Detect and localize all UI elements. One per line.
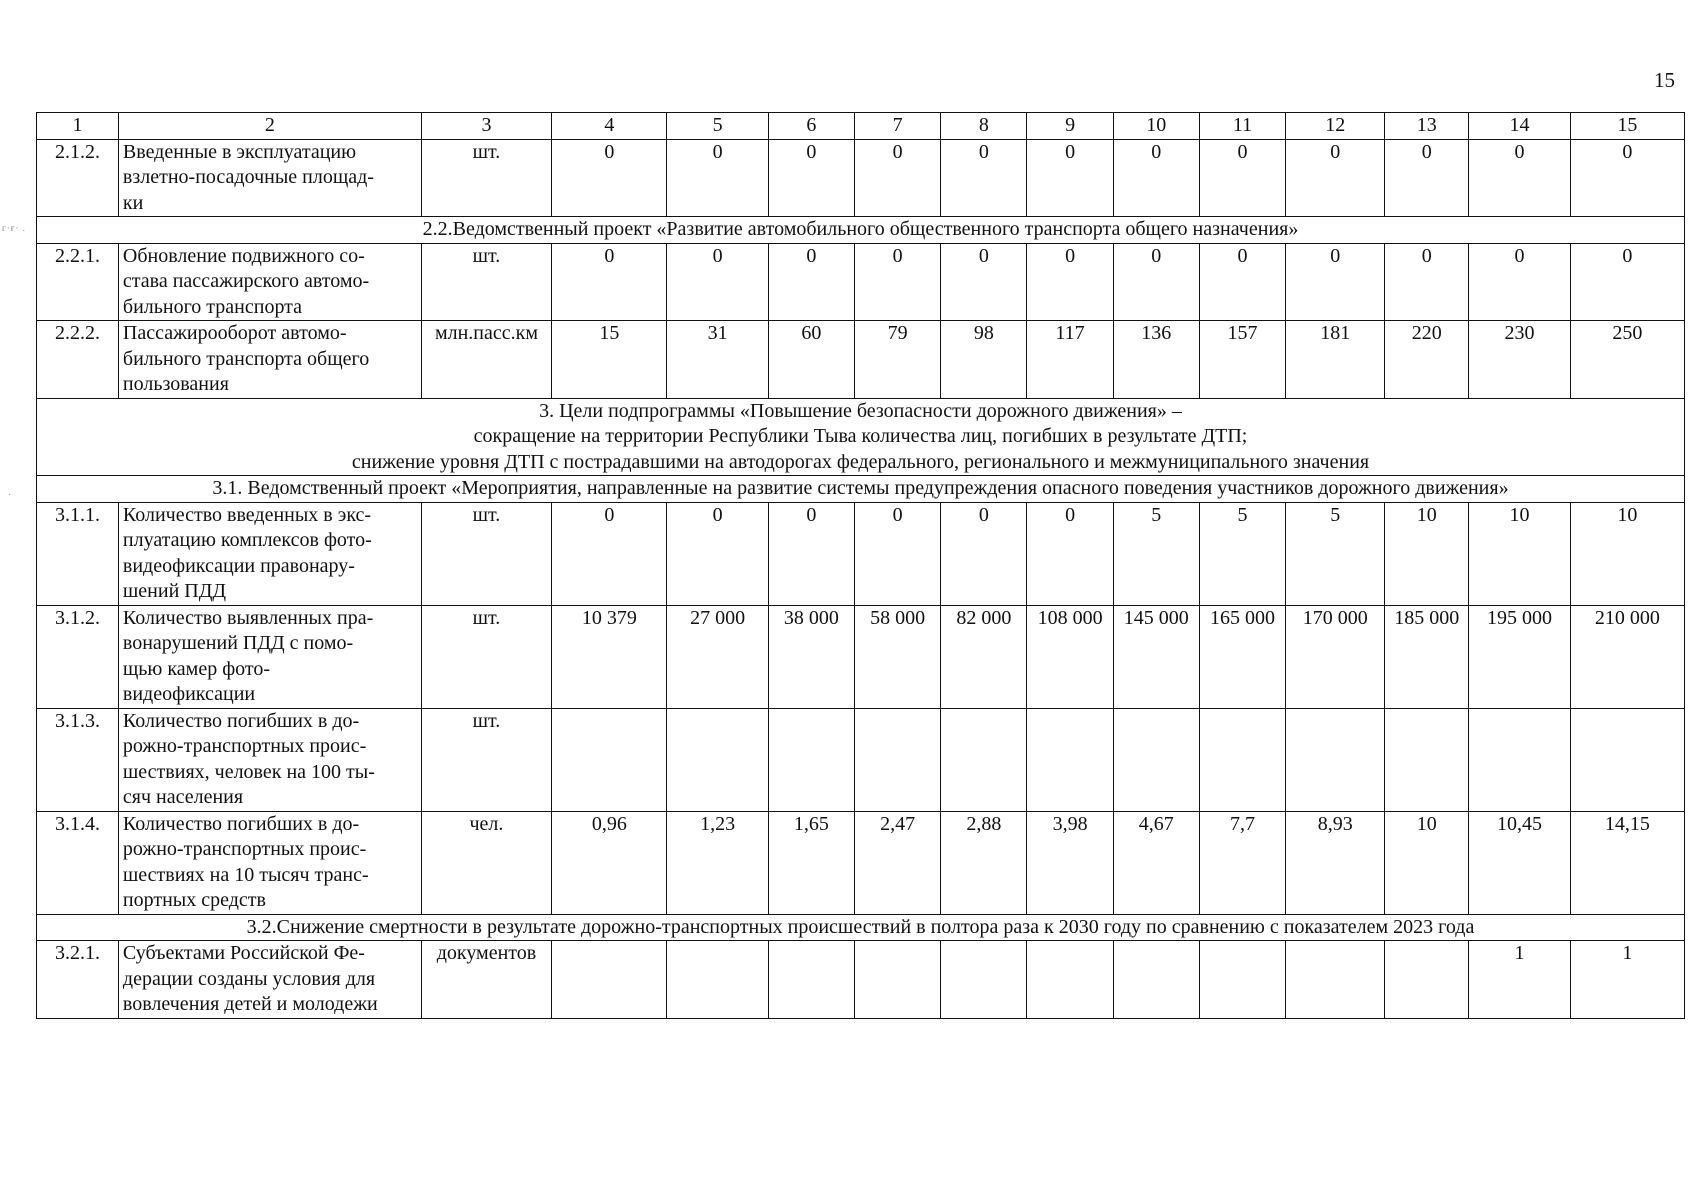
value-cell: 0 bbox=[855, 502, 941, 605]
row-number: 3.1.2. bbox=[37, 605, 119, 708]
row-number: 2.1.2. bbox=[37, 139, 119, 217]
row-number: 3.1.1. bbox=[37, 502, 119, 605]
value-cell bbox=[1113, 708, 1199, 811]
column-header-7: 7 bbox=[855, 113, 941, 140]
column-header-12: 12 bbox=[1286, 113, 1385, 140]
indicator-name-line: бильного транспорта bbox=[122, 295, 303, 318]
value-cell: 195 000 bbox=[1469, 605, 1570, 708]
section-row bbox=[37, 217, 1685, 244]
indicator-name-line: Введенные в эксплуатацию bbox=[122, 140, 357, 163]
value-cell bbox=[855, 708, 941, 811]
value-cell: 0 bbox=[552, 139, 667, 217]
value-cell: 181 bbox=[1286, 321, 1385, 399]
row-number: 2.2.2. bbox=[37, 321, 119, 399]
column-header-10: 10 bbox=[1113, 113, 1199, 140]
value-cell: 31 bbox=[667, 321, 768, 399]
value-cell: 0 bbox=[1199, 243, 1285, 321]
indicator-name-line: рожно-транспортных проис- bbox=[122, 735, 367, 757]
value-cell: 108 000 bbox=[1027, 605, 1113, 708]
value-cell bbox=[1469, 708, 1570, 811]
section-row bbox=[37, 914, 1685, 941]
table-header-row bbox=[37, 113, 1685, 140]
value-cell: 0 bbox=[1113, 243, 1199, 321]
indicator-name-line: видеофиксации bbox=[122, 683, 256, 705]
column-header-9: 9 bbox=[1027, 113, 1113, 140]
value-cell: 0 bbox=[768, 502, 854, 605]
value-cell: 117 bbox=[1027, 321, 1113, 399]
value-cell: 3,98 bbox=[1027, 811, 1113, 914]
column-header-15: 15 bbox=[1570, 113, 1684, 140]
value-cell: 27 000 bbox=[667, 605, 768, 708]
value-cell: 10,45 bbox=[1469, 811, 1570, 914]
indicator-name-line: взлетно-посадочные площад- bbox=[122, 166, 374, 188]
indicator-name-line: Количество погибших в до- bbox=[122, 709, 360, 732]
section-title-line: 2.2.Ведомственный проект «Развитие автомобильного общественного транспорта общего назначения» bbox=[422, 218, 1299, 240]
unit-of-measure: шт. bbox=[421, 502, 551, 605]
value-cell bbox=[1199, 941, 1285, 1019]
value-cell: 10 bbox=[1385, 811, 1469, 914]
value-cell: 170 000 bbox=[1286, 605, 1385, 708]
indicator-name-line: шествиях на 10 тысяч транс- bbox=[122, 863, 369, 886]
value-cell bbox=[855, 941, 941, 1019]
value-cell: 7,7 bbox=[1199, 811, 1285, 914]
table-row bbox=[37, 321, 1685, 399]
value-cell bbox=[1113, 941, 1199, 1019]
value-cell: 2,88 bbox=[941, 811, 1027, 914]
value-cell: 10 bbox=[1570, 502, 1684, 605]
indicator-name-line: шествиях, человек на 100 ты- bbox=[122, 760, 375, 783]
value-cell: 0 bbox=[667, 243, 768, 321]
value-cell: 0 bbox=[1286, 243, 1385, 321]
value-cell: 0,96 bbox=[552, 811, 667, 914]
value-cell bbox=[1385, 708, 1469, 811]
value-cell: 58 000 bbox=[855, 605, 941, 708]
unit-of-measure: шт. bbox=[421, 708, 551, 811]
value-cell: 1,23 bbox=[667, 811, 768, 914]
value-cell: 250 bbox=[1570, 321, 1684, 399]
indicator-name-line: сяч населения bbox=[122, 786, 244, 808]
value-cell: 10 bbox=[1469, 502, 1570, 605]
table-row bbox=[37, 243, 1685, 321]
section-title-line: 3. Цели подпрограммы «Повышение безопасности дорожного движения» – bbox=[539, 399, 1182, 422]
row-number: 3.1.3. bbox=[37, 708, 119, 811]
indicator-name-line: вонарушений ПДД с помо- bbox=[122, 632, 354, 654]
indicator-name bbox=[118, 605, 421, 708]
value-cell: 0 bbox=[1027, 502, 1113, 605]
row-number: 2.2.1. bbox=[37, 243, 119, 321]
value-cell: 15 bbox=[552, 321, 667, 399]
section-title-line: 3.2.Снижение смертности в результате дорожно-транспортных происшествий в полтора раза к 2030 году по сравнению с показателем 2023 года bbox=[246, 915, 1475, 938]
value-cell: 0 bbox=[1199, 139, 1285, 217]
value-cell: 0 bbox=[941, 243, 1027, 321]
row-number: 3.2.1. bbox=[37, 941, 119, 1019]
value-cell bbox=[1027, 941, 1113, 1019]
section-title-line: 3.1. Ведомственный проект «Мероприятия, направленные на развитие системы предупреждения опасного поведения участников дорожного движения» bbox=[212, 477, 1509, 499]
value-cell: 14,15 bbox=[1570, 811, 1684, 914]
indicator-name-line: ки bbox=[122, 191, 144, 214]
value-cell: 220 bbox=[1385, 321, 1469, 399]
value-cell: 0 bbox=[855, 139, 941, 217]
indicator-name-line: плуатацию комплексов фото- bbox=[122, 529, 372, 551]
indicator-name-line: пользования bbox=[122, 373, 229, 395]
value-cell: 0 bbox=[768, 139, 854, 217]
indicator-name-line: Количество введенных в экс- bbox=[122, 503, 372, 526]
value-cell: 0 bbox=[552, 502, 667, 605]
margin-mark: · bbox=[8, 490, 12, 501]
value-cell bbox=[768, 941, 854, 1019]
column-header-4: 4 bbox=[552, 113, 667, 140]
value-cell bbox=[1286, 708, 1385, 811]
indicator-name-line: Обновление подвижного со- bbox=[122, 244, 365, 267]
section-row bbox=[37, 476, 1685, 503]
value-cell bbox=[552, 941, 667, 1019]
value-cell: 0 bbox=[941, 502, 1027, 605]
value-cell: 0 bbox=[1385, 243, 1469, 321]
table-row bbox=[37, 941, 1685, 1019]
indicator-name-line: Количество выявленных пра- bbox=[122, 606, 374, 629]
value-cell bbox=[667, 708, 768, 811]
value-cell bbox=[1570, 708, 1684, 811]
column-header-3: 3 bbox=[421, 113, 551, 140]
value-cell: 1 bbox=[1469, 941, 1570, 1019]
column-header-11: 11 bbox=[1199, 113, 1285, 140]
table-body bbox=[37, 113, 1685, 1019]
value-cell bbox=[941, 941, 1027, 1019]
indicator-name-line: рожно-транспортных проис- bbox=[122, 838, 367, 860]
value-cell: 1,65 bbox=[768, 811, 854, 914]
section-title-line: снижение уровня ДТП с пострадавшими на автодорогах федерального, регионального и межмуниципального значения bbox=[351, 450, 1370, 473]
value-cell: 1 bbox=[1570, 941, 1684, 1019]
value-cell: 165 000 bbox=[1199, 605, 1285, 708]
indicator-name-line: Количество погибших в до- bbox=[122, 812, 360, 835]
column-header-14: 14 bbox=[1469, 113, 1570, 140]
column-header-8: 8 bbox=[941, 113, 1027, 140]
unit-of-measure: шт. bbox=[421, 605, 551, 708]
value-cell: 38 000 bbox=[768, 605, 854, 708]
section-row bbox=[37, 398, 1685, 476]
value-cell: 5 bbox=[1199, 502, 1285, 605]
indicators-table bbox=[36, 112, 1685, 1019]
value-cell bbox=[1199, 708, 1285, 811]
section-title bbox=[37, 476, 1685, 503]
value-cell: 230 bbox=[1469, 321, 1570, 399]
value-cell: 5 bbox=[1113, 502, 1199, 605]
value-cell: 0 bbox=[1570, 139, 1684, 217]
value-cell: 0 bbox=[1469, 139, 1570, 217]
value-cell: 210 000 bbox=[1570, 605, 1684, 708]
value-cell: 0 bbox=[667, 502, 768, 605]
indicator-name-line: Субъектами Российской Фе- bbox=[122, 942, 365, 964]
column-header-5: 5 bbox=[667, 113, 768, 140]
section-title-line: сокращение на территории Республики Тыва количества лиц, погибших в результате ДТП; bbox=[473, 425, 1248, 447]
value-cell: 79 bbox=[855, 321, 941, 399]
page-number: 15 bbox=[1654, 68, 1675, 92]
section-title bbox=[37, 217, 1685, 244]
value-cell: 145 000 bbox=[1113, 605, 1199, 708]
table-row bbox=[37, 502, 1685, 605]
value-cell: 0 bbox=[1027, 139, 1113, 217]
value-cell: 98 bbox=[941, 321, 1027, 399]
column-header-1: 1 bbox=[37, 113, 119, 140]
value-cell: 4,67 bbox=[1113, 811, 1199, 914]
indicator-name-line: щью камер фото- bbox=[122, 657, 271, 680]
margin-marks: г·ғ· . bbox=[2, 223, 26, 233]
value-cell: 10 bbox=[1385, 502, 1469, 605]
value-cell: 0 bbox=[1469, 243, 1570, 321]
indicator-name-line: шений ПДД bbox=[122, 580, 227, 602]
value-cell: 0 bbox=[1570, 243, 1684, 321]
unit-of-measure: шт. bbox=[421, 139, 551, 217]
value-cell: 157 bbox=[1199, 321, 1285, 399]
value-cell: 10 379 bbox=[552, 605, 667, 708]
value-cell: 185 000 bbox=[1385, 605, 1469, 708]
value-cell: 0 bbox=[552, 243, 667, 321]
value-cell: 0 bbox=[1286, 139, 1385, 217]
value-cell: 82 000 bbox=[941, 605, 1027, 708]
value-cell: 0 bbox=[941, 139, 1027, 217]
value-cell: 5 bbox=[1286, 502, 1385, 605]
indicator-name bbox=[118, 139, 421, 217]
value-cell: 2,47 bbox=[855, 811, 941, 914]
value-cell: 0 bbox=[768, 243, 854, 321]
column-header-13: 13 bbox=[1385, 113, 1469, 140]
unit-of-measure: чел. bbox=[421, 811, 551, 914]
table-row bbox=[37, 139, 1685, 217]
value-cell: 0 bbox=[667, 139, 768, 217]
section-title bbox=[37, 914, 1685, 941]
unit-of-measure: млн.пасс.км bbox=[421, 321, 551, 399]
indicator-name-line: става пассажирского автомо- bbox=[122, 270, 370, 292]
value-cell bbox=[667, 941, 768, 1019]
table-row bbox=[37, 708, 1685, 811]
row-number: 3.1.4. bbox=[37, 811, 119, 914]
indicator-name bbox=[118, 941, 421, 1019]
indicator-name bbox=[118, 321, 421, 399]
value-cell bbox=[768, 708, 854, 811]
value-cell: 8,93 bbox=[1286, 811, 1385, 914]
value-cell bbox=[941, 708, 1027, 811]
section-title bbox=[37, 398, 1685, 476]
unit-of-measure: документов bbox=[421, 941, 551, 1019]
column-header-6: 6 bbox=[768, 113, 854, 140]
value-cell: 0 bbox=[1027, 243, 1113, 321]
indicator-name-line: Пассажирооборот автомо- bbox=[122, 322, 347, 344]
unit-of-measure: шт. bbox=[421, 243, 551, 321]
indicator-name bbox=[118, 243, 421, 321]
value-cell bbox=[1027, 708, 1113, 811]
indicator-name-line: вовлечения детей и молодежи bbox=[122, 993, 378, 1015]
value-cell: 60 bbox=[768, 321, 854, 399]
value-cell bbox=[552, 708, 667, 811]
indicator-name bbox=[118, 811, 421, 914]
indicator-name-line: портных средств bbox=[122, 889, 266, 911]
value-cell: 0 bbox=[855, 243, 941, 321]
value-cell bbox=[1385, 941, 1469, 1019]
value-cell: 136 bbox=[1113, 321, 1199, 399]
indicator-name-line: бильного транспорта общего bbox=[122, 347, 370, 370]
table-row bbox=[37, 811, 1685, 914]
indicator-name bbox=[118, 502, 421, 605]
value-cell: 0 bbox=[1113, 139, 1199, 217]
indicator-name bbox=[118, 708, 421, 811]
value-cell: 0 bbox=[1385, 139, 1469, 217]
indicator-name-line: дерации созданы условия для bbox=[122, 967, 376, 990]
value-cell bbox=[1286, 941, 1385, 1019]
column-header-2: 2 bbox=[118, 113, 421, 140]
indicator-name-line: видеофиксации правонару- bbox=[122, 554, 355, 577]
table-row bbox=[37, 605, 1685, 708]
